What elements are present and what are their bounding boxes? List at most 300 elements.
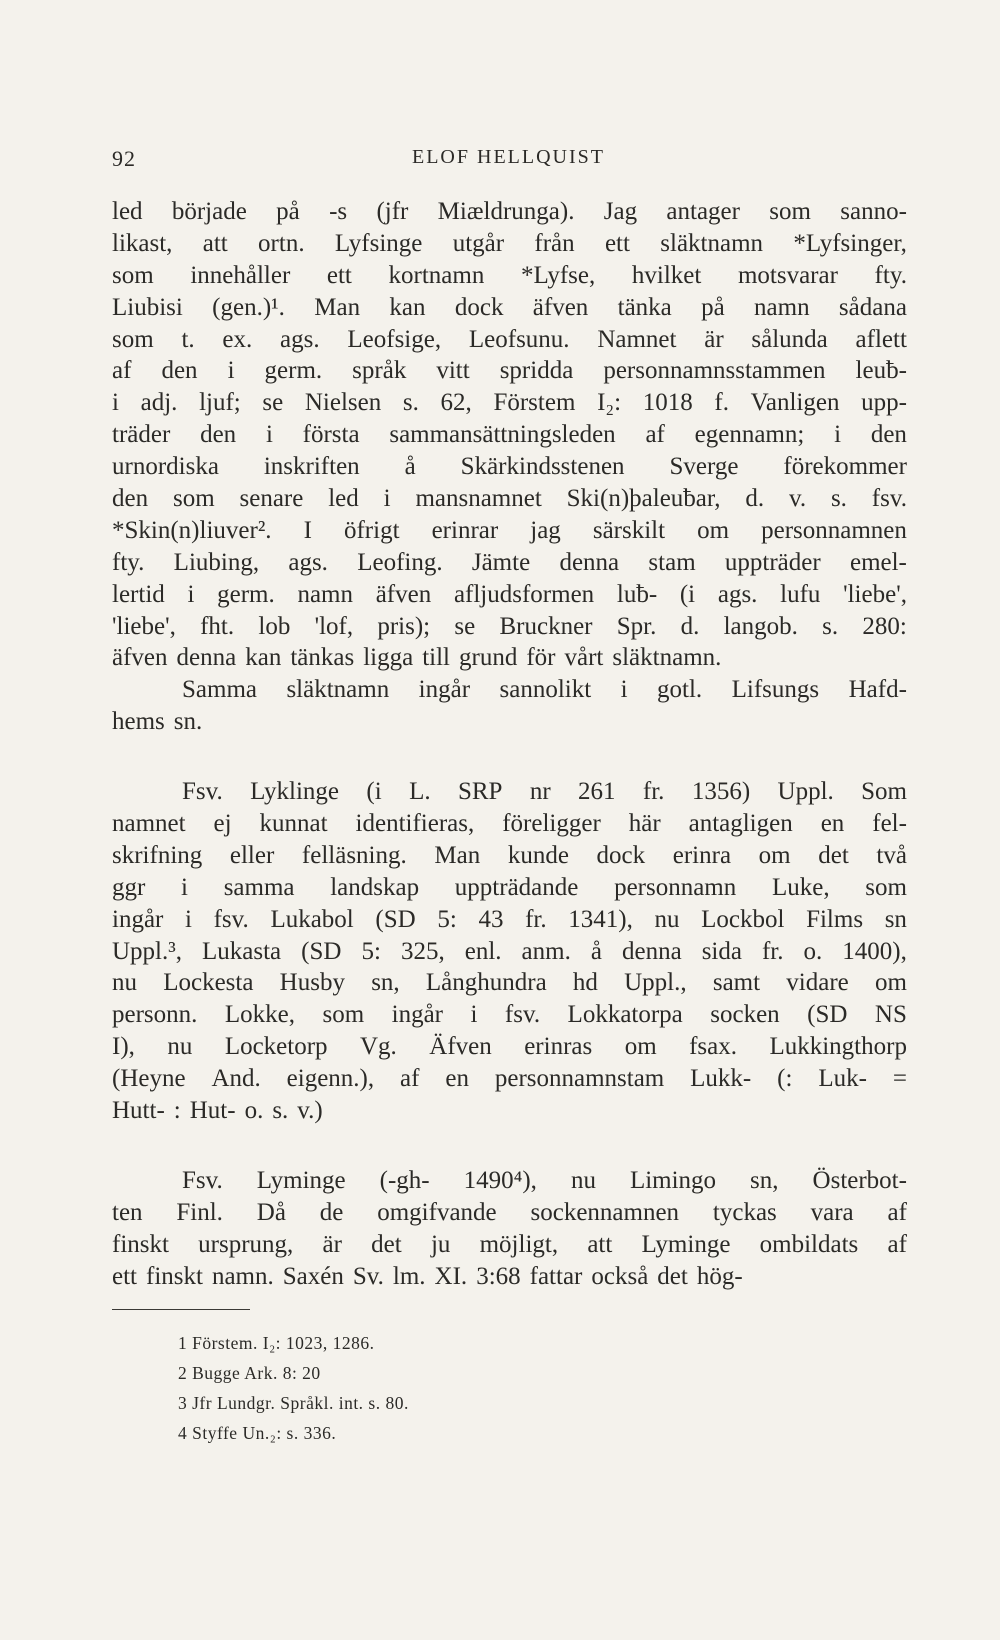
word: öfrigt	[343, 516, 400, 544]
word: And.	[211, 1065, 261, 1093]
word: språk	[352, 357, 407, 385]
word: enl.	[464, 937, 502, 965]
text-line	[112, 483, 907, 515]
word: =	[892, 1065, 907, 1093]
word: namnet	[112, 810, 186, 838]
text-line	[112, 904, 907, 936]
word: vitt	[436, 357, 470, 385]
word: tyckas	[712, 1198, 777, 1226]
word: emel-	[849, 548, 907, 576]
word: Man	[314, 293, 361, 321]
word: Locketorp	[224, 1033, 328, 1061]
word: *Skin(n)liuver².	[112, 516, 272, 544]
word: (gen.)¹.	[212, 293, 285, 321]
word: fsax.	[689, 1033, 737, 1061]
text-line	[112, 547, 907, 579]
text-line	[112, 419, 907, 451]
word: o.	[244, 1097, 264, 1125]
word: Sv.	[352, 1262, 384, 1290]
word: den	[161, 357, 198, 385]
word: fsv.	[213, 905, 249, 933]
word: mansnamnet	[415, 485, 542, 513]
word: 261	[578, 778, 616, 806]
text-line	[112, 451, 907, 483]
word: är	[322, 1230, 342, 1258]
word: antager	[666, 198, 740, 225]
word: ingår	[418, 676, 471, 704]
word: nr	[529, 778, 551, 806]
word: 43	[478, 905, 504, 933]
word: äfven	[112, 644, 168, 672]
word: ett	[112, 1262, 137, 1290]
word: afljudsformen	[453, 580, 595, 608]
word: samt	[712, 969, 761, 997]
word: jag	[530, 516, 561, 544]
word: af	[112, 357, 132, 385]
word: dock	[454, 293, 504, 321]
word: Lyminge	[256, 1166, 346, 1194]
paragraph-gap	[112, 1127, 907, 1165]
word: Lukabol	[270, 905, 354, 933]
word: (i	[366, 778, 382, 806]
word: kortnamn	[388, 261, 485, 289]
word: L.	[409, 778, 431, 806]
word: I),	[112, 1033, 135, 1061]
word: Man	[434, 841, 481, 869]
word: af	[887, 1198, 907, 1226]
word: Jag	[603, 198, 638, 225]
word: Österbot-	[812, 1166, 907, 1194]
word: på	[276, 198, 300, 225]
word: det	[657, 1262, 688, 1290]
word: Miældrunga).	[437, 198, 575, 225]
word: i	[187, 580, 195, 608]
text-line	[112, 579, 907, 611]
word: släktnamn	[286, 676, 390, 704]
word: Bruckner	[499, 612, 593, 640]
word: Films	[806, 905, 864, 933]
word: äfven	[375, 580, 432, 608]
word: Sverge	[669, 453, 739, 481]
word: fel-	[872, 810, 907, 838]
word: urnordiska	[112, 453, 219, 481]
word: germ.	[264, 357, 323, 385]
text-line	[112, 776, 907, 808]
word: började	[171, 198, 247, 225]
word: spridda	[499, 357, 574, 385]
word: se	[262, 389, 284, 417]
footnote: 4 Styffe Un.₂: s. 336.	[178, 1423, 337, 1443]
word: v.)	[297, 1097, 323, 1125]
word: Hafd-	[848, 676, 907, 704]
word: leuƀ-	[855, 357, 907, 385]
word: det	[818, 841, 849, 869]
word: ett	[326, 261, 352, 289]
word: Då	[256, 1198, 286, 1226]
word: Luk-	[818, 1065, 867, 1093]
word: Namnet	[597, 325, 677, 353]
word: t.	[181, 325, 195, 353]
word: sådana	[838, 293, 907, 321]
word: 'liebe',	[843, 580, 907, 608]
word: Saxén	[282, 1262, 344, 1290]
word: s.	[272, 1097, 289, 1125]
word: v.	[788, 485, 807, 513]
word: namn	[754, 293, 810, 321]
text-line	[112, 324, 907, 356]
word: personnamnen	[761, 516, 907, 544]
word: ursprung,	[198, 1230, 294, 1258]
word: Äfven	[429, 1033, 492, 1061]
word: möjligt,	[479, 1230, 559, 1258]
word: eigenn.),	[286, 1065, 375, 1093]
word: Lukk-	[690, 1065, 752, 1093]
paragraph-gap	[112, 738, 907, 776]
word: en	[820, 810, 845, 838]
word: nu	[654, 905, 680, 933]
word: att	[587, 1230, 613, 1258]
text-line	[112, 515, 907, 547]
word: i	[470, 1001, 478, 1029]
word: Liubisi	[112, 293, 183, 321]
word: personnamn	[614, 873, 737, 901]
text-line	[112, 355, 907, 387]
word: lob	[258, 612, 291, 640]
word: om	[697, 516, 730, 544]
word: led	[112, 198, 143, 225]
word: Lokkatorpa	[567, 1001, 683, 1029]
word: hvilket	[631, 261, 702, 289]
word: Lukkingthorp	[769, 1033, 907, 1061]
word: i	[620, 676, 628, 704]
word: Vg.	[360, 1033, 397, 1061]
word: Vanligen	[750, 389, 840, 417]
text-line	[112, 1197, 907, 1229]
word: (Heyne	[112, 1065, 186, 1093]
body-text	[112, 196, 907, 1293]
word: Långhundra	[425, 969, 547, 997]
word: ej	[213, 810, 232, 838]
word: likast,	[112, 229, 173, 257]
word: Lifsungs	[731, 676, 820, 704]
word: (SD	[301, 937, 342, 965]
word: fr.	[642, 778, 665, 806]
word: ju	[430, 1230, 451, 1258]
word: Liubing,	[173, 548, 260, 576]
word: sammansättningsleden	[389, 421, 616, 449]
word: Lyminge	[641, 1230, 731, 1258]
word: som	[172, 485, 215, 513]
word: hems	[112, 708, 165, 736]
word: 1490⁴),	[463, 1166, 537, 1194]
word: XI.	[434, 1262, 468, 1290]
word: namn.	[211, 1262, 274, 1290]
text-line	[112, 936, 907, 968]
word: förekommer	[783, 453, 907, 481]
word: från	[534, 229, 575, 257]
word: Lukasta	[202, 937, 282, 965]
word: denna	[621, 937, 682, 965]
word: denna	[176, 644, 237, 672]
word: grund	[459, 644, 518, 672]
word: sockennamnen	[530, 1198, 680, 1226]
word: vidare	[786, 969, 849, 997]
text-line	[112, 642, 907, 674]
word: 5:	[437, 905, 457, 933]
word: samma	[223, 873, 295, 901]
word: antagligen	[688, 810, 793, 838]
footnote: 3 Jfr Lundgr. Språkl. int. s. 80.	[178, 1393, 409, 1413]
word: finskt	[146, 1262, 203, 1290]
word: 62,	[440, 389, 472, 417]
text-line	[112, 260, 907, 292]
word: d.	[745, 485, 765, 513]
word: i	[227, 357, 235, 385]
text-line	[112, 808, 907, 840]
word: innehåller	[190, 261, 291, 289]
word: också	[591, 1262, 649, 1290]
word: kan	[389, 293, 426, 321]
word: Förstem	[493, 389, 576, 417]
word: lertid	[112, 580, 165, 608]
word: 280:	[862, 612, 907, 640]
word: utgår	[452, 229, 505, 257]
word: se	[454, 612, 476, 640]
word: pris);	[377, 612, 431, 640]
word: s.	[822, 612, 839, 640]
running-head: ELOF HELLQUIST	[412, 146, 605, 168]
word: vara	[810, 1198, 854, 1226]
word: Nielsen	[304, 389, 382, 417]
word: denna	[559, 548, 620, 576]
word: motsvarar	[737, 261, 838, 289]
word: Uppl.³,	[112, 937, 182, 965]
word: ligga	[363, 644, 414, 672]
word: sannolikt	[499, 676, 592, 704]
word: att	[202, 229, 228, 257]
word: erinra	[672, 841, 732, 869]
word: s.	[402, 389, 419, 417]
word: i	[383, 485, 391, 513]
word: o.	[803, 937, 823, 965]
word: å	[404, 453, 416, 481]
word: ortn.	[258, 229, 305, 257]
word: de	[319, 1198, 344, 1226]
word: nu	[570, 1166, 596, 1194]
word: som	[112, 261, 154, 289]
word: personnamnstam	[494, 1065, 665, 1093]
word: uppträder	[724, 548, 821, 576]
word: Fsv.	[182, 778, 223, 806]
paragraph	[112, 776, 907, 1127]
word: omgifvande	[377, 1198, 497, 1226]
text-line	[112, 674, 907, 706]
word: Fsv.	[182, 1166, 223, 1194]
word: till	[422, 644, 451, 672]
word: sanno-	[840, 198, 907, 225]
word: kan	[245, 644, 282, 672]
word: ingår	[391, 1001, 443, 1029]
word: lufu	[780, 580, 821, 608]
word: Hut-	[189, 1097, 236, 1125]
word: d.	[680, 612, 700, 640]
text-line	[112, 228, 907, 260]
word: Lockesta	[163, 969, 254, 997]
word: sida	[701, 937, 742, 965]
word: *Lyfse,	[520, 261, 596, 289]
word: eller	[229, 841, 275, 869]
word: om	[758, 841, 791, 869]
word: (SD	[375, 905, 416, 933]
word: den	[870, 421, 907, 449]
word: Samma	[182, 676, 257, 704]
word: -s	[329, 198, 348, 225]
word: identifieras,	[355, 810, 475, 838]
word: kunnat	[259, 810, 328, 838]
word: fty.	[112, 548, 145, 576]
text-line	[112, 1095, 907, 1127]
word: om	[874, 969, 907, 997]
word: landskap	[330, 873, 420, 901]
word: kunde	[507, 841, 569, 869]
word: af	[400, 1065, 420, 1093]
word: Som	[861, 778, 907, 806]
word: 1400),	[842, 937, 907, 965]
word: Ski(n)þaleuƀar,	[566, 485, 721, 513]
word: ett	[604, 229, 630, 257]
word: släktnamn	[660, 229, 764, 257]
word: tänkas	[290, 644, 355, 672]
word: namn	[297, 580, 353, 608]
word: i	[181, 873, 188, 901]
text-line	[112, 1063, 907, 1095]
footnotes	[178, 1328, 409, 1448]
word: nu	[112, 969, 137, 997]
word: (:	[777, 1065, 793, 1093]
word: 'lof,	[314, 612, 354, 640]
word: Lyfsinge	[334, 229, 423, 257]
word: föreligger	[502, 810, 601, 838]
word: Uppl.	[777, 778, 834, 806]
word: (-gh-	[379, 1166, 430, 1194]
word: personnamnsstammen	[603, 357, 826, 385]
word: 1018	[642, 389, 693, 417]
word: i	[265, 421, 273, 449]
word: Jämte	[471, 548, 531, 576]
word: 1356)	[691, 778, 751, 806]
text-line	[112, 1229, 907, 1261]
word: :	[173, 1097, 181, 1125]
word: af	[887, 1230, 907, 1258]
text-line	[112, 611, 907, 643]
word: SRP	[457, 778, 503, 806]
word: Skärkindsstenen	[460, 453, 625, 481]
footnote-rule	[112, 1309, 250, 1310]
text-line	[112, 196, 907, 228]
word: adj.	[140, 389, 178, 417]
word: Hutt-	[112, 1097, 165, 1125]
text-line	[112, 706, 907, 738]
word: finskt	[112, 1230, 169, 1258]
paragraph	[112, 196, 907, 674]
word: stam	[648, 548, 696, 576]
word: släktnamn.	[612, 644, 722, 672]
word: träder	[112, 421, 171, 449]
word: germ.	[217, 580, 275, 608]
word: egennamn;	[694, 421, 805, 449]
word: ombildats	[759, 1230, 859, 1258]
word: Leofsige,	[347, 325, 442, 353]
word: fsv.	[504, 1001, 541, 1029]
paragraph	[112, 1165, 907, 1293]
word: luƀ-	[616, 580, 658, 608]
word: 'liebe',	[112, 612, 176, 640]
word: sn	[884, 905, 907, 933]
text-line	[112, 872, 907, 904]
word: äfven	[532, 293, 589, 321]
word: Leofing.	[357, 548, 443, 576]
word: Limingo	[629, 1166, 717, 1194]
word: ljuf;	[199, 389, 241, 417]
word: hög-	[696, 1262, 743, 1290]
word: erinrar	[431, 516, 499, 544]
word: dock	[596, 841, 646, 869]
word: tänka	[617, 293, 672, 321]
word: senare	[239, 485, 304, 513]
word: af	[645, 421, 665, 449]
word: inskriften	[263, 453, 360, 481]
word: om	[624, 1033, 657, 1061]
word: Uppl.,	[624, 969, 687, 997]
word: *Lyfsinger,	[793, 229, 907, 257]
word: erinras	[524, 1033, 593, 1061]
footnote: 1 Förstem. I₂: 1023, 1286.	[178, 1333, 375, 1353]
text-line	[112, 840, 907, 872]
word: fht.	[200, 612, 235, 640]
word: Spr.	[616, 612, 657, 640]
word: NS	[874, 1001, 907, 1029]
word: ags.	[280, 325, 320, 353]
word: å	[590, 937, 602, 965]
word: f.	[714, 389, 729, 417]
word: ags.	[717, 580, 758, 608]
word: (jfr	[376, 198, 409, 225]
word: den	[112, 485, 149, 513]
text-line	[112, 292, 907, 324]
word: den	[200, 421, 237, 449]
word: (SD	[807, 1001, 848, 1029]
word: i	[185, 905, 192, 933]
word: ags.	[288, 548, 328, 576]
word: socken	[710, 1001, 780, 1029]
word: är	[704, 325, 724, 353]
word: upp-	[861, 389, 907, 417]
text-line	[112, 1031, 907, 1063]
word: Husby	[279, 969, 345, 997]
word: 1341),	[568, 905, 633, 933]
word: ggr	[112, 873, 146, 901]
word: felläsning.	[301, 841, 407, 869]
word: uppträdande	[454, 873, 579, 901]
word: första	[302, 421, 360, 449]
word: sn,	[371, 969, 400, 997]
word: anm.	[521, 937, 571, 965]
word: ingår	[112, 905, 164, 933]
word: gotl.	[657, 676, 703, 704]
word: Luke,	[771, 873, 830, 901]
text-line	[112, 1165, 907, 1197]
word: i	[834, 421, 842, 449]
